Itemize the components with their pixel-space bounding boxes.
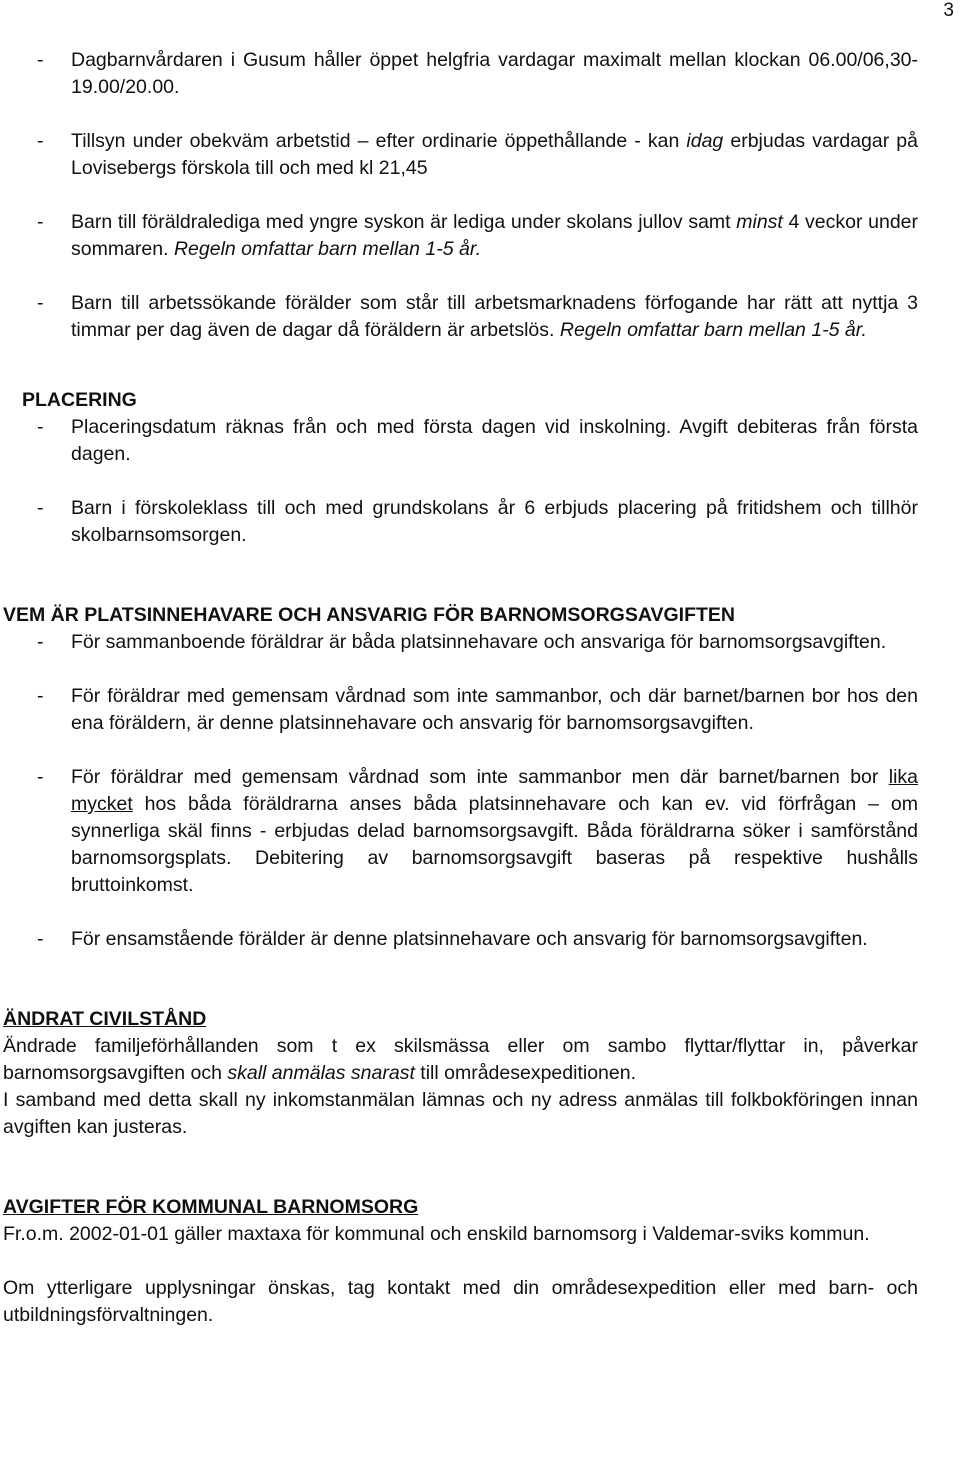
rule-note: Regeln omfattar barn mellan 1-5 år. — [559, 319, 867, 341]
item-text: För föräldrar med gemensam vårdnad som inte sammanbor men där barnet/barnen bor — [71, 766, 889, 788]
list-item — [0, 683, 918, 737]
bullet-dash: - — [37, 928, 44, 950]
item-text: Barn till arbetssökande förälder som står till arbetsmarknadens förfogande har rätt att nyttja 3 timmar per dag även de dagar då föräldern är arbetslös. — [71, 292, 918, 341]
item-text: 4 veckor under sommaren. — [71, 211, 918, 260]
item-text-italic: idag — [686, 130, 724, 152]
paragraph-text-italic: skall anmälas snarast — [227, 1062, 415, 1084]
paragraph: I samband med detta skall ny inkomstanmälan lämnas och ny adress anmälas till folkbokföringen innan avgiften kan justeras. — [3, 1089, 918, 1138]
paragraph: Om ytterligare upplysningar önskas, tag kontakt med din områdesexpedition eller med barn- och utbildningsförvaltningen. — [3, 1277, 918, 1326]
list-item — [0, 629, 918, 656]
item-text: Tillsyn under obekväm arbetstid – efter ordinarie öppethållande - kan — [71, 130, 687, 152]
item-text: hos båda föräldrarna anses båda platsinnehavare och kan ev. vid förfrågan – om synnerliga skäl finns - erbjudas delad barnomsorgsavgift. Båda föräldrarna söker i samförstånd barnomsorgsplats. Debitering av barnomsorgsavgift baseras på respektive hushålls bruttoinkomst. — [71, 793, 918, 896]
item-text: För föräldrar med gemensam vårdnad som inte sammanbor, och där barnet/barnen bor hos den ena föräldern, är denne platsinnehavare och ansvarig för barnomsorgsavgiften. — [71, 685, 918, 734]
bullet-dash: - — [37, 130, 44, 152]
item-text: För sammanboende föräldrar är båda platsinnehavare och ansvariga för barnomsorgsavgiften. — [71, 631, 887, 653]
list-item — [0, 495, 918, 549]
bullet-dash: - — [37, 497, 44, 519]
item-text: erbjudas vardagar på Lovisebergs förskola till och med kl 21,45 — [71, 130, 918, 179]
item-text: Placeringsdatum räknas från och med första dagen vid inskolning. Avgift debiteras från första dagen. — [71, 416, 918, 465]
section-heading-platsinnehavare: VEM ÄR PLATSINNEHAVARE OCH ANSVARIG FÖR BARNOMSORGSAVGIFTEN — [3, 604, 735, 626]
section-heading-civilstand: ÄNDRAT CIVILSTÅND — [3, 1008, 207, 1030]
item-text: Dagbarnvårdaren i Gusum håller öppet helgfria vardagar maximalt mellan klockan 06.00/06,30-19.00/20.00. — [71, 49, 918, 98]
bullet-dash: - — [37, 292, 44, 314]
item-text: Barn i förskoleklass till och med grundskolans år 6 erbjuds placering på fritidshem och tillhör skolbarnsomsorgen. — [71, 497, 918, 546]
paragraph — [0, 1033, 918, 1087]
paragraph-text: till områdesexpeditionen. — [414, 1062, 637, 1084]
section-heading-avgifter: AVGIFTER FÖR KOMMUNAL BARNOMSORG — [3, 1196, 419, 1218]
section-heading-placering: PLACERING — [22, 389, 137, 411]
page-number: 3 — [943, 0, 954, 21]
list-item — [0, 764, 918, 899]
list-item — [0, 128, 918, 182]
item-text-italic: minst — [736, 211, 783, 233]
bullet-dash: - — [37, 211, 44, 233]
bullet-dash: - — [37, 685, 44, 707]
list-item — [0, 209, 918, 263]
bullet-dash: - — [37, 631, 44, 653]
rule-note: Regeln omfattar barn mellan 1-5 år. — [173, 238, 482, 260]
document-body — [0, 47, 918, 1329]
paragraph: Fr.o.m. 2002-01-01 gäller maxtaxa för kommunal och enskild barnomsorg i Valdemar-sviks kommun. — [3, 1223, 870, 1245]
bullet-dash: - — [37, 766, 44, 788]
item-text: Barn till föräldralediga med yngre syskon är lediga under skolans jullov samt — [71, 211, 737, 233]
paragraph-text: Ändrade familjeförhållanden som t ex skilsmässa eller om sambo flyttar/flyttar in, påverkar barnomsorgsavgiften och — [3, 1035, 918, 1084]
list-item — [0, 290, 918, 344]
list-item — [0, 47, 918, 101]
item-text: För ensamstående förälder är denne platsinnehavare och ansvarig för barnomsorgsavgiften. — [71, 928, 868, 950]
item-text-underlined: lika mycket — [71, 766, 918, 815]
bullet-dash: - — [37, 49, 44, 71]
list-item — [0, 926, 918, 953]
list-item — [0, 414, 918, 468]
bullet-dash: - — [37, 416, 44, 438]
